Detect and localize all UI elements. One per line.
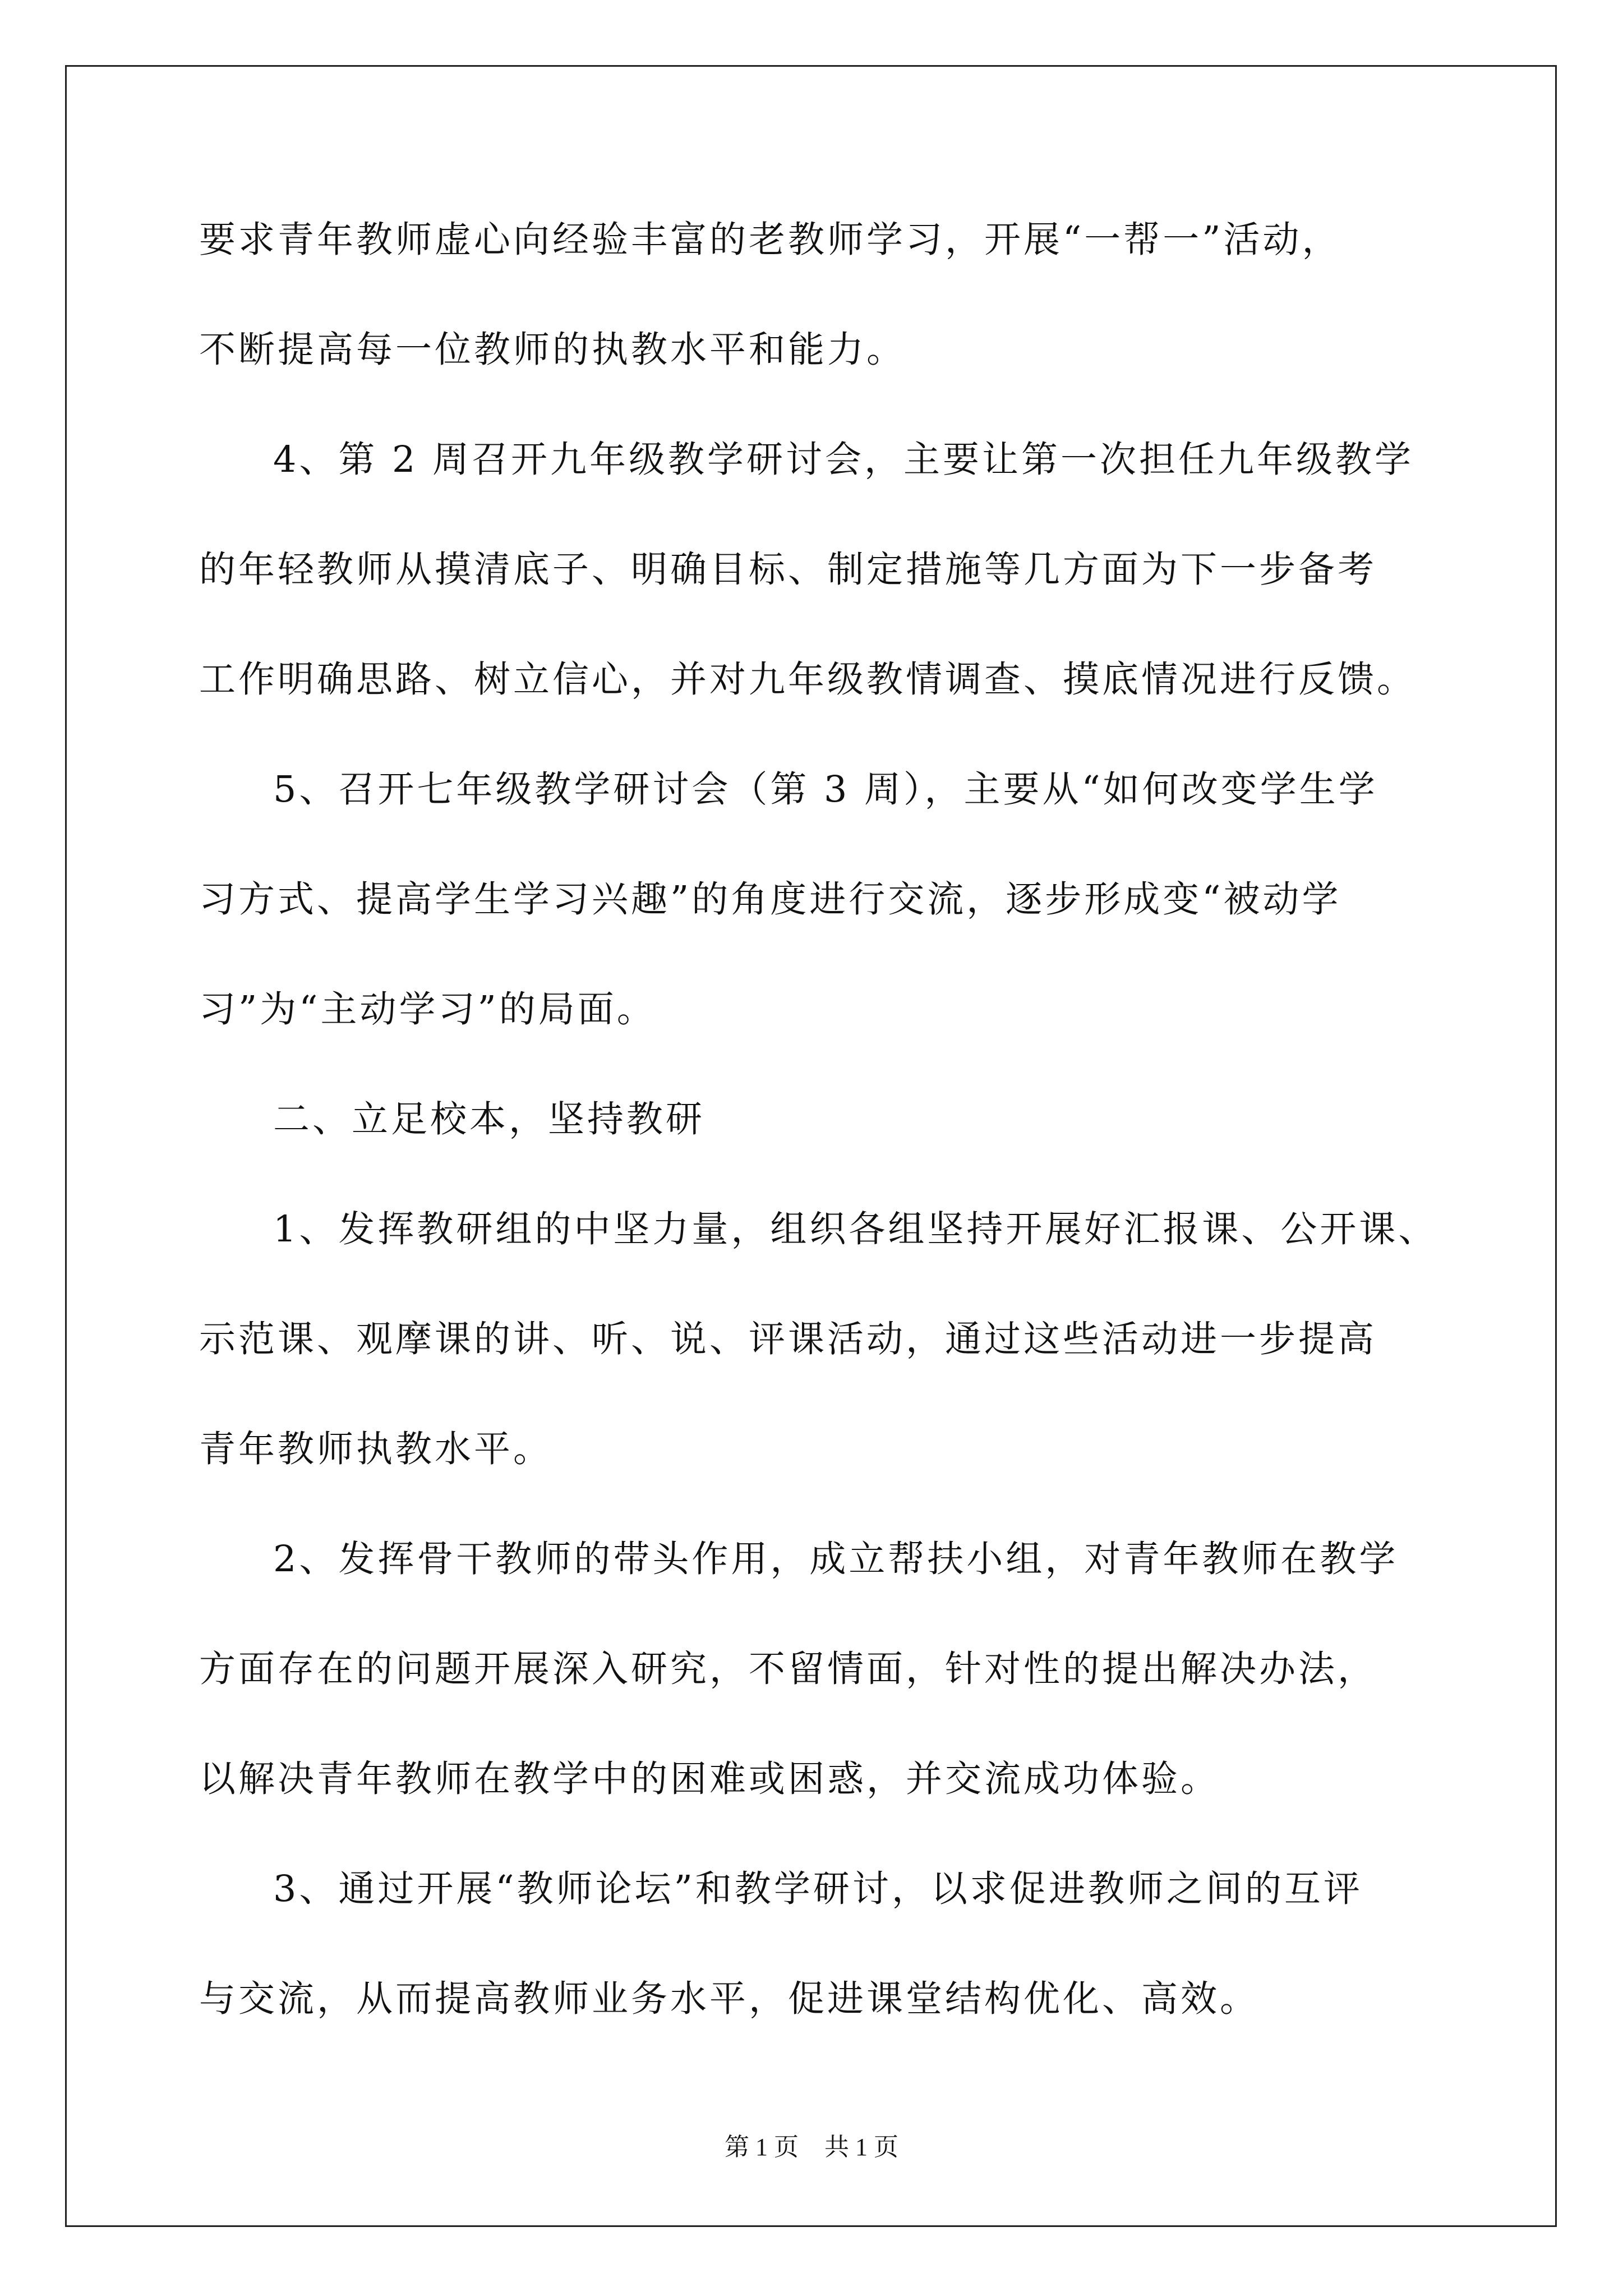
text-line: 示范课、观摩课的讲、听、说、评课活动，通过这些活动进一步提高: [199, 1318, 1377, 1360]
text-line: 方面存在的问题开展深入研究，不留情面，针对性的提出解决办法，: [199, 1648, 1377, 1690]
text-line: 习方式、提高学生学习兴趣”的角度进行交流，逐步形成变“被动学: [199, 878, 1341, 921]
document-body: [199, 185, 1438, 2054]
text-line: 的年轻教师从摸清底子、明确目标、制定措施等几方面为下一步备考: [199, 549, 1377, 591]
text-line: 要求青年教师虚心向经验丰富的老教师学习，开展“一帮一”活动，: [199, 219, 1341, 261]
text-line: 5、召开七年级教学研讨会（第 3 周），主要从“如何改变学生学: [273, 769, 1378, 811]
page-total: 共 1 页: [824, 2133, 898, 2161]
text-line: 4、第 2 周召开九年级教学研讨会，主要让第一次担任九年级教学: [273, 439, 1414, 481]
text-line: 习”为“主动学习”的局面。: [199, 988, 656, 1030]
text-line: 以解决青年教师在教学中的困难或困惑，并交流成功体验。: [199, 1758, 1220, 1800]
text-line: 3、通过开展“教师论坛”和教学研讨，以求促进教师之间的互评: [273, 1868, 1363, 1910]
text-line: 青年教师执教水平。: [199, 1428, 553, 1470]
text-line: 工作明确思路、树立信心，并对九年级教情调查、摸底情况进行反馈。: [199, 659, 1417, 701]
section-heading: 二、立足校本，坚持教研: [273, 1098, 706, 1140]
page-footer: [0, 2131, 1623, 2164]
page-number: 第 1 页: [725, 2133, 799, 2161]
text-line: 与交流，从而提高教师业务水平，促进课堂结构优化、高效。: [199, 1978, 1260, 2020]
text-line: 不断提高每一位教师的执教水平和能力。: [199, 329, 906, 371]
text-line: 1、发挥教研组的中坚力量，组织各组坚持开展好汇报课、公开课、: [273, 1208, 1438, 1250]
text-line: 2、发挥骨干教师的带头作用，成立帮扶小组，对青年教师在教学: [273, 1538, 1399, 1580]
